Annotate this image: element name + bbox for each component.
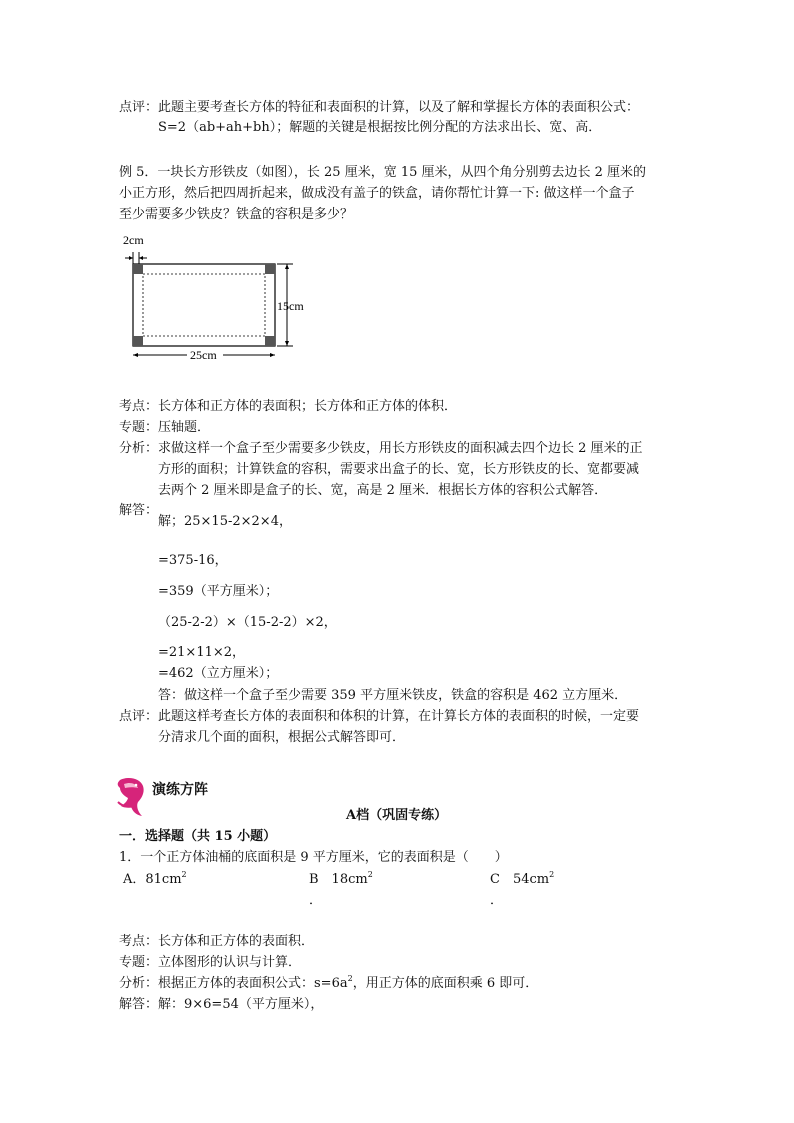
example-text: 至少需要多少铁皮？铁盒的容积是多少？ — [119, 207, 354, 222]
solution-step: =462（立方厘米）； — [158, 666, 279, 681]
part-title: 一．选择题（共 15 小题） — [119, 829, 277, 844]
zhuanti-text: 压轴题． — [158, 420, 211, 435]
width-arrowhead-right — [270, 353, 275, 357]
corner-arrowhead-right — [139, 256, 143, 260]
kaodian-label: 考点： — [119, 934, 159, 949]
jieda-label: 解答： — [119, 503, 159, 518]
kaodian-text: 长方体和正方体的表面积． — [158, 934, 315, 949]
fenxi-label: 分析： — [119, 976, 159, 991]
pingping-text: 此题这样考查长方体的表面积和体积的计算，在计算长方体的表面积的时候，一定要 — [158, 709, 640, 724]
cut-corner — [133, 264, 143, 274]
kaodian-label: 考点： — [119, 399, 159, 414]
comment-label: 点评： — [119, 100, 159, 115]
example-text: 小正方形，然后把四周折起来，做成没有盖子的铁盒，请你帮忙计算一下: 做这样一个盒子 — [119, 186, 635, 201]
dolphin-icon — [114, 776, 148, 818]
cut-corner — [265, 336, 275, 346]
option-b[interactable]: B $18cm^2$ — [309, 870, 373, 887]
sheet-outline — [133, 264, 275, 346]
solution-step: =21×11×2， — [158, 645, 246, 660]
pingping-label: 点评： — [119, 709, 159, 724]
jieda-text: 解：9×6=54（平方厘米）， — [158, 997, 324, 1012]
zhuanti-text: 立体图形的认识与计算． — [158, 955, 302, 970]
zhuanti-label: 专题： — [119, 420, 159, 435]
tier-title: A档（巩固专练） — [346, 808, 448, 823]
width-label: 25cm — [190, 348, 217, 362]
cut-corner — [133, 336, 143, 346]
solution-step: =359（平方厘米）； — [158, 584, 279, 599]
solution-step: =375-16， — [158, 553, 228, 568]
fenxi-text: 根据正方体的表面积公式：$s=6a^2$，用正方体的底面积乘 6 即可． — [158, 974, 539, 991]
kaodian-text: 长方体和正方体的表面积；长方体和正方体的体积． — [158, 399, 458, 414]
section-title: 演练方阵 — [152, 782, 208, 798]
option-dot: ． — [490, 893, 504, 908]
solution-step: （25-2-2）×（15-2-2）×2， — [158, 615, 337, 630]
cut-corner — [265, 264, 275, 274]
solution-step: 解；25×15-2×2×4， — [158, 514, 292, 529]
sheet-figure — [115, 228, 315, 368]
fenxi-label: 分析： — [119, 441, 159, 456]
width-arrowhead-left — [133, 353, 138, 357]
question-stem: 1．一个正方体油桶的底面积是 9 平方厘米，它的表面积是（ ） — [119, 850, 508, 865]
option-dot: ． — [309, 893, 323, 908]
fenxi-text: 去两个 2 厘米即是盒子的长、宽，高是 2 厘米．根据长方体的容积公式解答． — [158, 483, 608, 498]
comment-line: S=2（ab+ah+bh）；解题的关键是根据按比例分配的方法求出长、宽、高． — [158, 120, 602, 135]
corner-arrowhead-left — [129, 256, 133, 260]
option-c[interactable]: C $54cm^2$ — [490, 870, 555, 887]
comment-line: 此题主要考查长方体的特征和表面积的计算，以及了解和掌握长方体的表面积公式： — [158, 100, 640, 115]
corner-size-label: 2cm — [123, 233, 144, 247]
height-arrowhead-bottom — [285, 341, 289, 346]
fenxi-text: 求做这样一个盒子至少需要多少铁皮，用长方形铁皮的面积减去四个边长 2 厘米的正 — [158, 441, 643, 456]
zhuanti-label: 专题： — [119, 955, 159, 970]
pingping-text: 分清求几个面的面积，根据公式解答即可． — [158, 730, 406, 745]
jieda-label: 解答： — [119, 997, 159, 1012]
example-text: 例 5．一块长方形铁皮（如图），长 25 厘米，宽 15 厘米，从四个角分别剪去边长 2 厘米的 — [119, 165, 647, 180]
answer-text: 答：做这样一个盒子至少需要 359 平方厘米铁皮，铁盒的容积是 462 立方厘米． — [158, 688, 628, 703]
option-a[interactable]: A．$81cm^2$ — [123, 870, 187, 887]
height-label: 15cm — [277, 299, 304, 313]
fenxi-text: 方形的面积；计算铁盒的容积，需要求出盒子的长、宽，长方形铁皮的长、宽都要减 — [158, 462, 640, 477]
height-arrowhead-top — [285, 264, 289, 269]
